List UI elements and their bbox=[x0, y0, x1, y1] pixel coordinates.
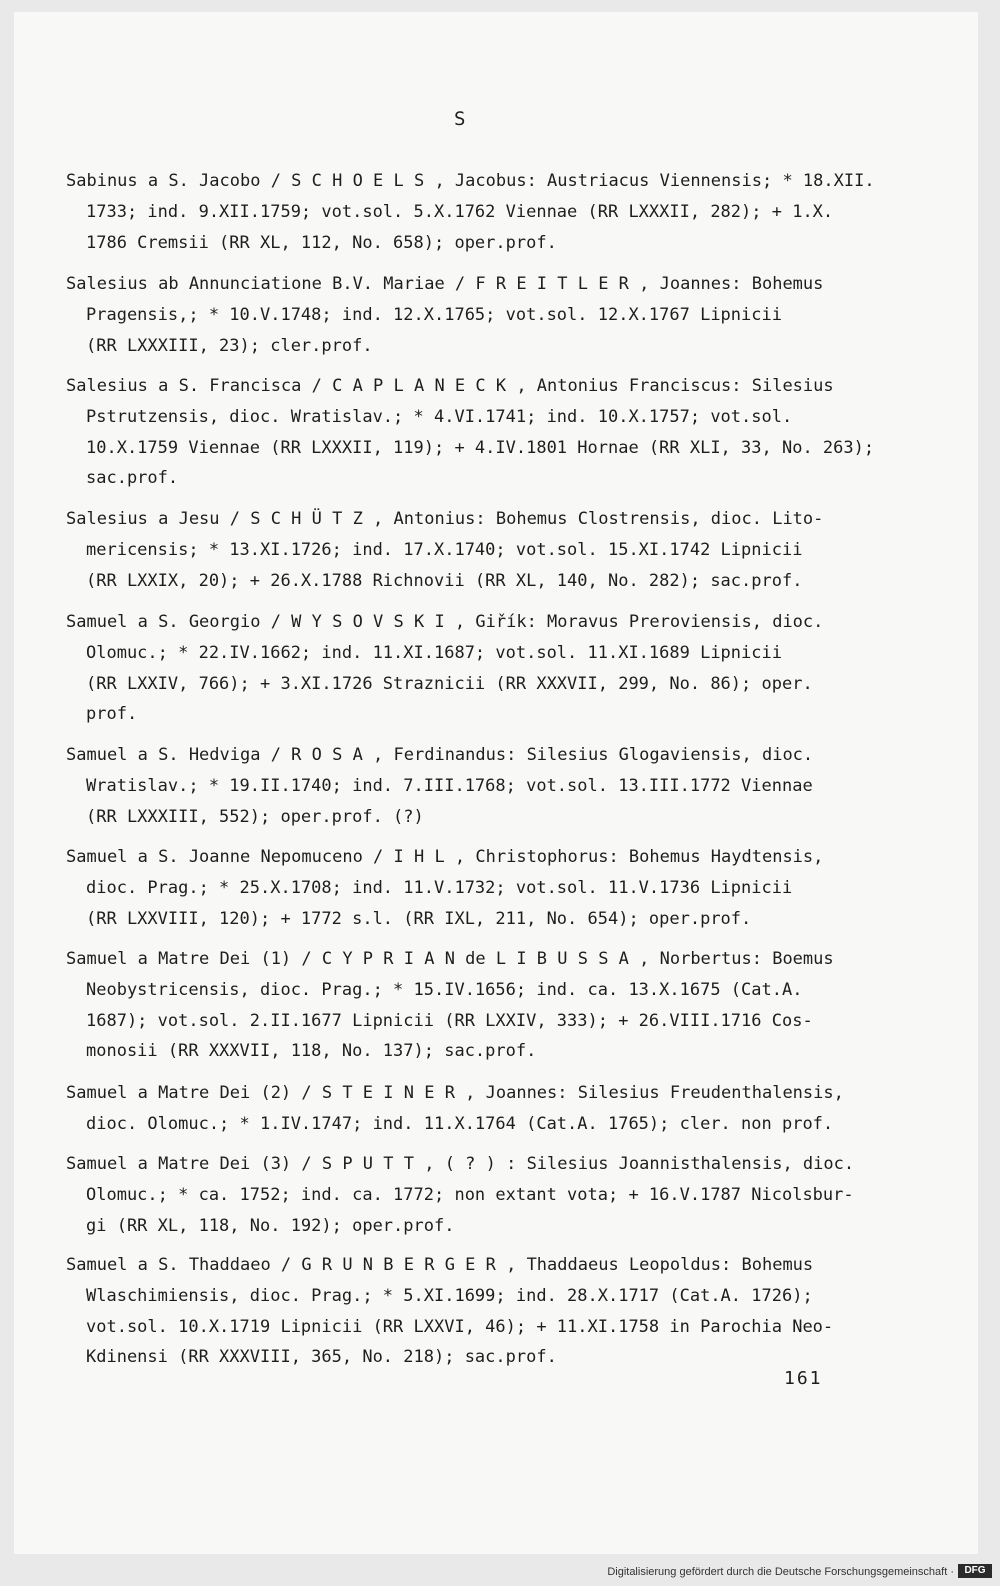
entry-continuation-line: (RR LXXVIII, 120); + 1772 s.l. (RR IXL, 211, No. 654); oper.prof. bbox=[86, 908, 752, 929]
entry-continuation-line: Pragensis,; * 10.V.1748; ind. 12.X.1765; vot.sol. 12.X.1767 Lipnicii bbox=[86, 304, 782, 325]
catalog-entry bbox=[66, 504, 896, 596]
entry-continuation-line: 1733; ind. 9.XII.1759; vot.sol. 5.X.1762 Viennae (RR LXXXII, 282); + 1.X. bbox=[86, 201, 834, 222]
section-letter: S bbox=[454, 108, 466, 130]
entry-continuation-line: (RR LXXXIII, 23); cler.prof. bbox=[86, 335, 373, 356]
entry-continuation-line: Neobystricensis, dioc. Prag.; * 15.IV.1656; ind. ca. 13.X.1675 (Cat.A. bbox=[86, 979, 803, 1000]
entry-continuation-line: dioc. Prag.; * 25.X.1708; ind. 11.V.1732; vot.sol. 11.V.1736 Lipnicii bbox=[86, 877, 793, 898]
entry-continuation-line: gi (RR XL, 118, No. 192); oper.prof. bbox=[86, 1215, 455, 1236]
entry-continuation-line: monosii (RR XXXVII, 118, No. 137); sac.prof. bbox=[86, 1041, 537, 1062]
entry-continuation-line: dioc. Olomuc.; * 1.IV.1747; ind. 11.X.1764 (Cat.A. 1765); cler. non prof. bbox=[86, 1113, 834, 1134]
page-number: 161 bbox=[784, 1368, 823, 1389]
entry-continuation-line: Pstrutzensis, dioc. Wratislav.; * 4.VI.1741; ind. 10.X.1757; vot.sol. bbox=[86, 406, 793, 427]
entry-continuation-line: vot.sol. 10.X.1719 Lipnicii (RR LXXVI, 46); + 11.XI.1758 in Parochia Neo- bbox=[86, 1316, 834, 1337]
entry-heading-line: Sabinus a S. Jacobo / S C H O E L S , Jacobus: Austriacus Viennensis; * 18.XII. bbox=[66, 171, 875, 191]
entry-heading-line: Salesius ab Annunciatione B.V. Mariae / F R E I T L E R , Joannes: Bohemus bbox=[66, 274, 824, 294]
entry-continuation-line: (RR LXXIX, 20); + 26.X.1788 Richnovii (RR XL, 140, No. 282); sac.prof. bbox=[86, 570, 803, 591]
entry-continuation-line: 10.X.1759 Viennae (RR LXXXII, 119); + 4.IV.1801 Hornae (RR XLI, 33, No. 263); bbox=[86, 437, 875, 458]
catalog-entry bbox=[66, 607, 896, 730]
entry-continuation-line: Olomuc.; * ca. 1752; ind. ca. 1772; non extant vota; + 16.V.1787 Nicolsbur- bbox=[86, 1184, 854, 1205]
dfg-logo: DFG bbox=[958, 1564, 992, 1578]
entry-heading-line: Samuel a S. Joanne Nepomuceno / I H L , Christophorus: Bohemus Haydtensis, bbox=[66, 847, 824, 867]
entry-continuation-line: Wlaschimiensis, dioc. Prag.; * 5.XI.1699; ind. 28.X.1717 (Cat.A. 1726); bbox=[86, 1285, 813, 1306]
catalog-entry bbox=[66, 1250, 896, 1373]
entry-heading-line: Samuel a S. Georgio / W Y S O V S K I , Giřík: Moravus Preroviensis, dioc. bbox=[66, 612, 824, 632]
entry-heading-line: Samuel a S. Thaddaeo / G R U N B E R G E R , Thaddaeus Leopoldus: Bohemus bbox=[66, 1255, 814, 1275]
entry-heading-line: Samuel a S. Hedviga / R O S A , Ferdinandus: Silesius Glogaviensis, dioc. bbox=[66, 745, 814, 765]
catalog-entry bbox=[66, 371, 896, 494]
entry-continuation-line: (RR LXXXIII, 552); oper.prof. (?) bbox=[86, 806, 424, 827]
catalog-entry bbox=[66, 1149, 896, 1241]
entry-heading-line: Salesius a Jesu / S C H Ü T Z , Antonius: Bohemus Clostrensis, dioc. Lito- bbox=[66, 509, 824, 529]
entry-continuation-line: 1687); vot.sol. 2.II.1677 Lipnicii (RR LXXIV, 333); + 26.VIII.1716 Cos- bbox=[86, 1010, 813, 1031]
catalog-entry bbox=[66, 166, 896, 258]
entry-heading-line: Samuel a Matre Dei (3) / S P U T T , ( ? ) : Silesius Joannisthalensis, dioc. bbox=[66, 1154, 855, 1174]
entry-continuation-line: sac.prof. bbox=[86, 468, 179, 489]
catalog-entry bbox=[66, 740, 896, 832]
scanned-page bbox=[14, 12, 978, 1554]
entry-continuation-line: Kdinensi (RR XXXVIII, 365, No. 218); sac.prof. bbox=[86, 1347, 557, 1368]
entry-continuation-line: prof. bbox=[86, 704, 138, 725]
catalog-entry bbox=[66, 842, 896, 934]
entry-heading-line: Samuel a Matre Dei (2) / S T E I N E R , Joannes: Silesius Freudenthalensis, bbox=[66, 1083, 844, 1103]
entry-continuation-line: Olomuc.; * 22.IV.1662; ind. 11.XI.1687; vot.sol. 11.XI.1689 Lipnicii bbox=[86, 642, 782, 663]
catalog-entry bbox=[66, 944, 896, 1067]
catalog-entry bbox=[66, 1078, 896, 1140]
entry-continuation-line: Wratislav.; * 19.II.1740; ind. 7.III.1768; vot.sol. 13.III.1772 Viennae bbox=[86, 775, 813, 796]
entry-continuation-line: mericensis; * 13.XI.1726; ind. 17.X.1740; vot.sol. 15.XI.1742 Lipnicii bbox=[86, 539, 803, 560]
entry-heading-line: Samuel a Matre Dei (1) / C Y P R I A N de L I B U S S A , Norbertus: Boemus bbox=[66, 949, 834, 969]
entry-continuation-line: (RR LXXIV, 766); + 3.XI.1726 Straznicii (RR XXXVII, 299, No. 86); oper. bbox=[86, 673, 813, 694]
digitization-credit: Digitalisierung gefördert durch die Deutsche Forschungsgemeinschaft · bbox=[607, 1566, 954, 1578]
entry-heading-line: Salesius a S. Francisca / C A P L A N E C K , Antonius Franciscus: Silesius bbox=[66, 376, 834, 396]
entry-continuation-line: 1786 Cremsii (RR XL, 112, No. 658); oper.prof. bbox=[86, 232, 557, 253]
catalog-entry bbox=[66, 269, 896, 361]
entries-list bbox=[14, 12, 978, 1554]
